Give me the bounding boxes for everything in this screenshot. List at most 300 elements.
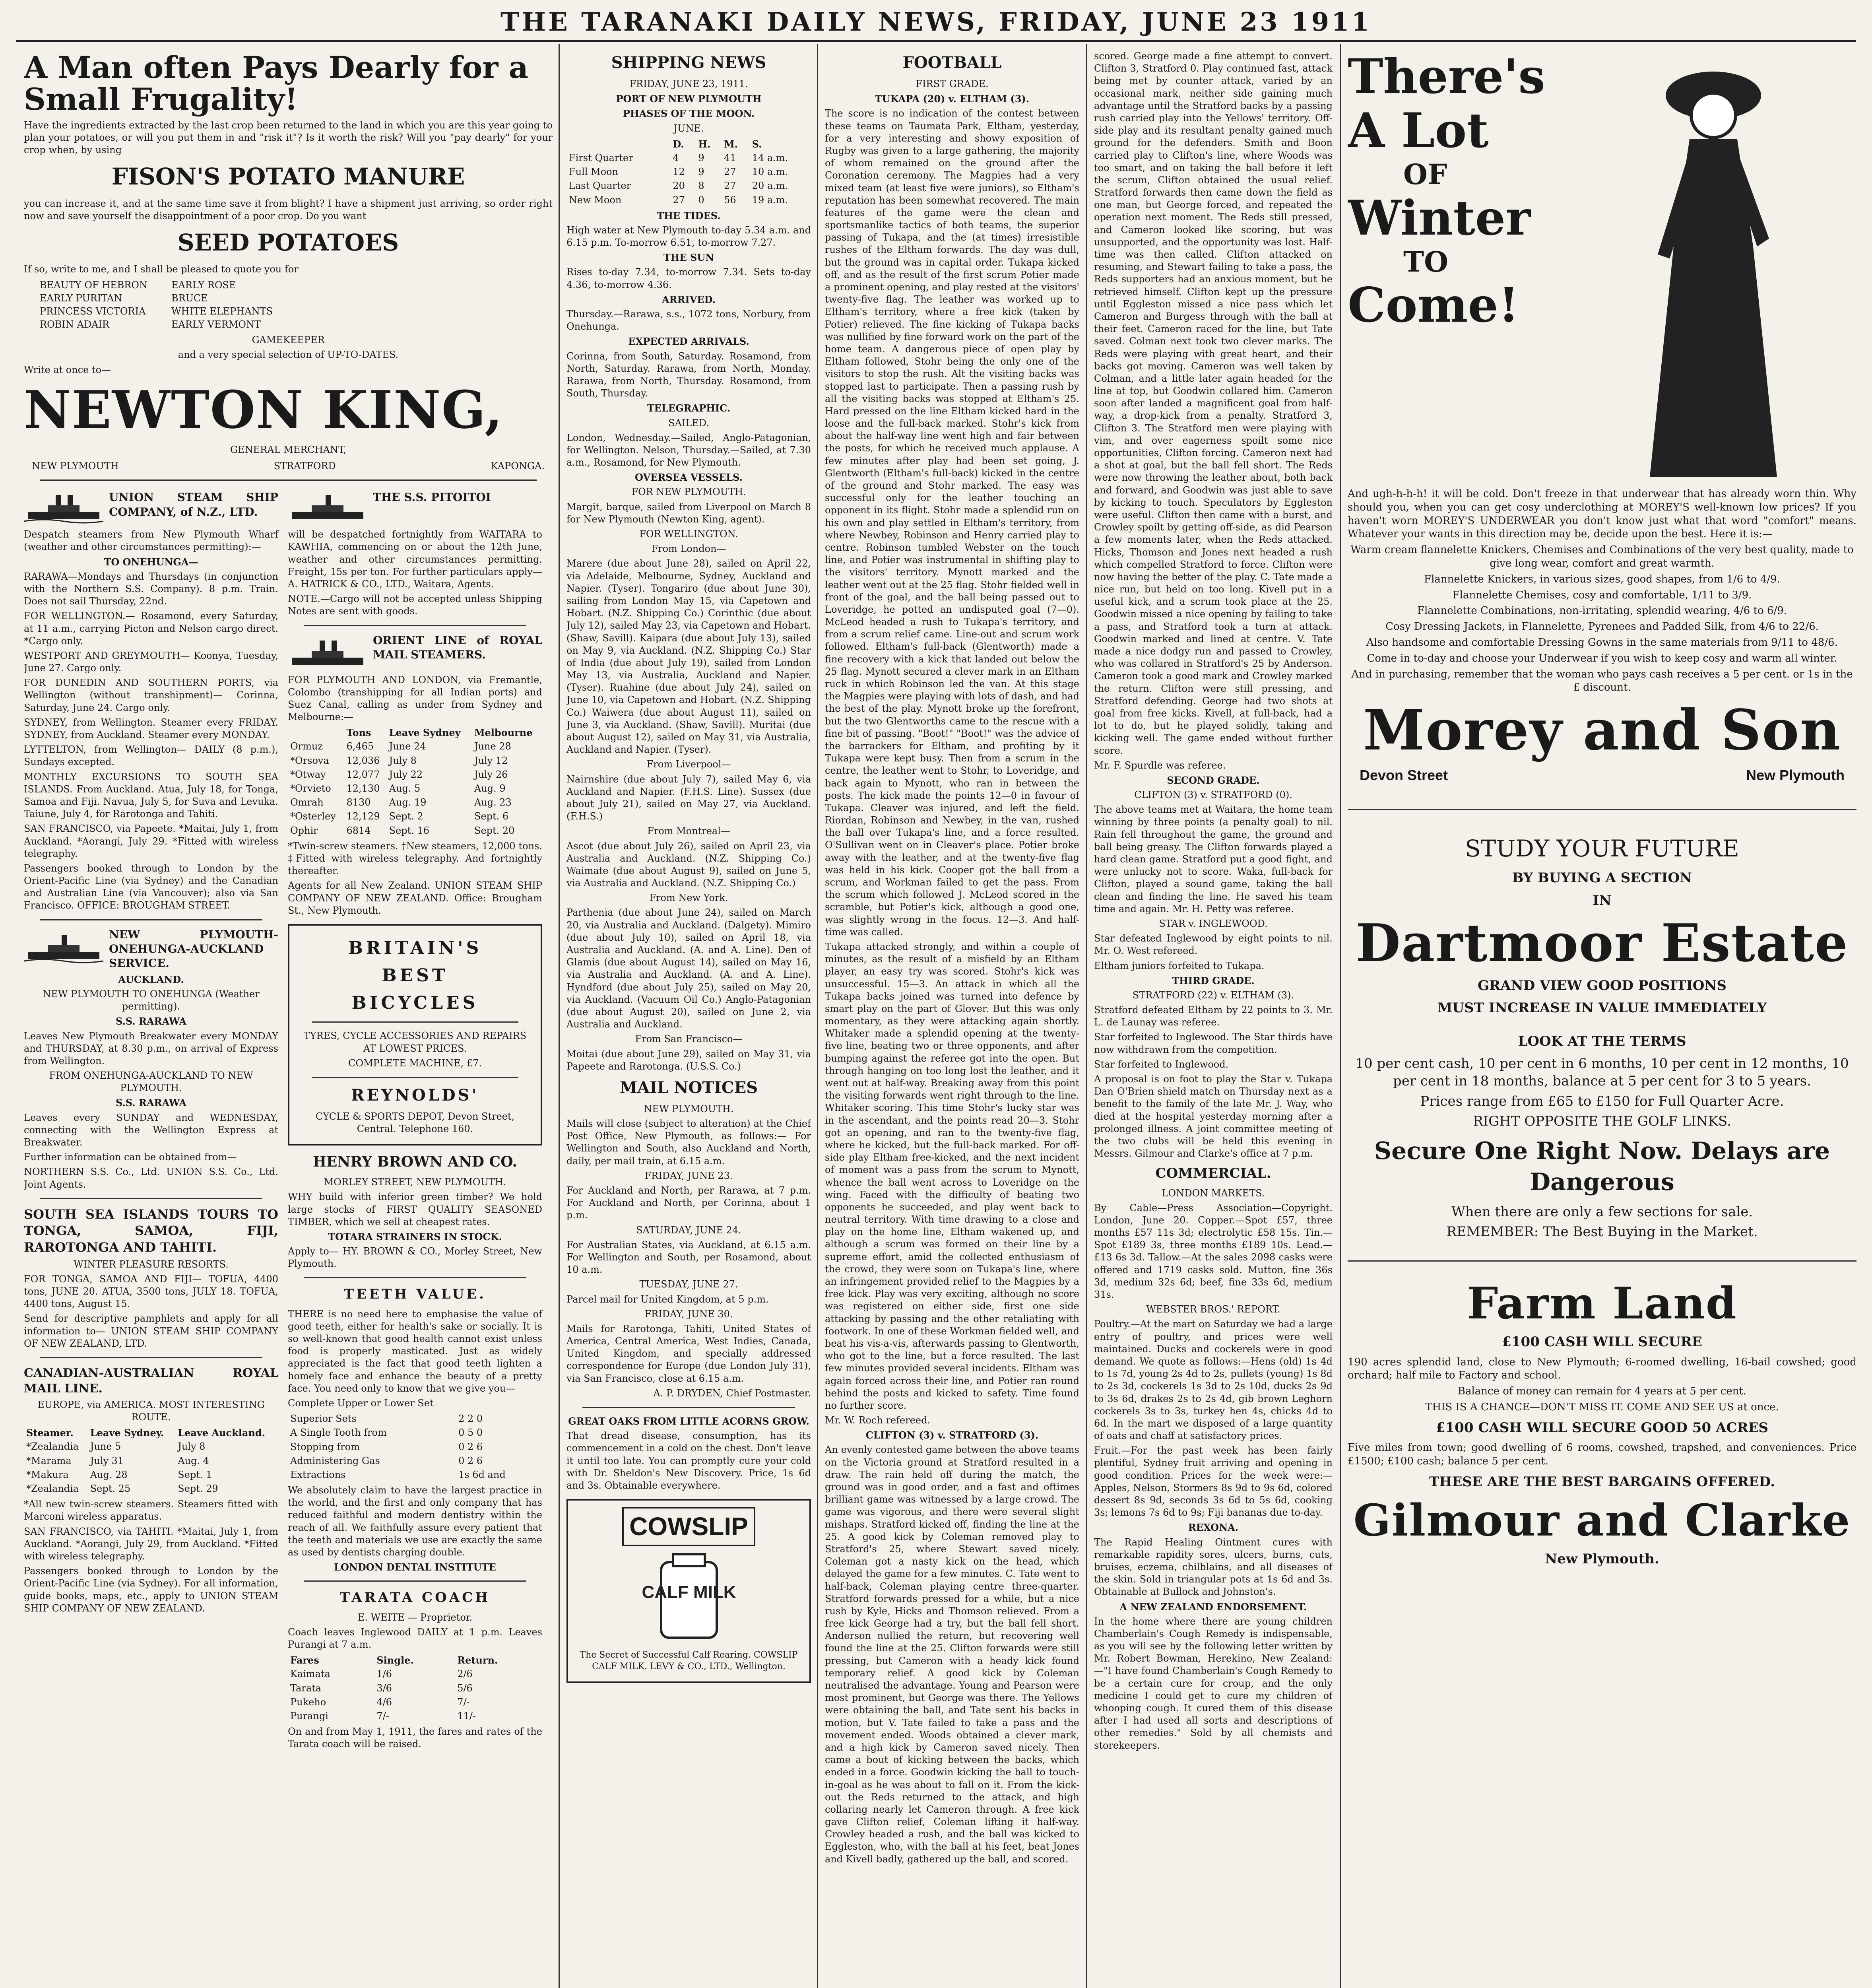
rarawa-text: Leaves New Plymouth Breakwater every MONDAY and THURSDAY, at 8.30 p.m., on arrival of Express from Wellington. [24, 1030, 278, 1066]
orient-note: *Twin-screw steamers. †New steamers, 12,000 tons. ‡Fitted with wireless telegraphy. And fortnightly thereafter. [288, 840, 542, 877]
table-row [288, 1681, 542, 1695]
oaks-text: That dread disease, consumption, has its commencement in a cold on the chest. Don't leave it until too late. You can promptly cure your cold with Dr. Sheldon's New Discovery. Price, 1s 6d and 3s. Obtainable everywhere. [566, 1430, 811, 1491]
orient-agents: Agents for all New Zealand. UNION STEAM SHIP COMPANY OF NEW ZEALAND. Office: Brougham St., New Plymouth. [288, 880, 542, 916]
table-cell: Ormuz [290, 741, 323, 752]
rexona-text: The Rapid Healing Ointment cures with remarkable rapidity sores, ulcers, burns, cuts, bruises, eczema, chilblains, and all diseases of the skin. Sold in triangular pots at 1s 6d and 3s. Obtainable at Bullock and Johnston's. [1094, 1536, 1333, 1598]
table-cell: Sept. 16 [389, 825, 430, 836]
table-cell: Aug. 4 [178, 1455, 209, 1466]
variety: ROBIN ADAIR [40, 319, 109, 330]
from-onehunga: FROM ONEHUNGA-AUCKLAND TO NEW PLYMOUTH. [49, 1070, 253, 1094]
cash-secure-2: £100 CASH WILL SECURE GOOD 50 ACRES [1436, 1419, 1769, 1436]
onehunga-service-title: NEW PLYMOUTH-ONEHUNGA-AUCKLAND SERVICE. [109, 928, 278, 970]
fison-heading: FISON'S POTATO MANURE [111, 163, 465, 190]
table-cell: *Zealandia [26, 1483, 79, 1495]
table-cell: Sept. 2 [389, 811, 423, 822]
table-cell: 6,465 [346, 741, 374, 752]
table-cell: *Zealandia [26, 1441, 79, 1452]
london-markets: LONDON MARKETS. [1162, 1187, 1265, 1199]
uss-excursions: MONTHLY EXCURSIONS TO SOUTH SEA ISLANDS. From Auckland. Atua, July 18, for Tonga, Samoa and Fiji. Navua, July 5, for Suva and Levuka. Taiune, July 4, for Rarotonga and Tahiti. [24, 771, 278, 820]
canadian-sailing-table [24, 1426, 278, 1496]
table-row [24, 1440, 278, 1454]
divider [304, 625, 526, 626]
table-row [566, 137, 811, 151]
uss-ad [24, 488, 278, 1753]
tides-text: High water at New Plymouth to-day 5.34 a.m. and 6.15 p.m. To-morrow 6.51, to-morrow 7.27. [566, 224, 811, 248]
timber-text: WHY build with inferior green timber? We hold large stocks of FIRST QUALITY SEASONED TIMBER, which we sell at cheapest rates. [288, 1191, 542, 1227]
table-cell: 12 [673, 166, 685, 178]
tyres-text: TYRES, CYCLE ACCESSORIES AND REPAIRS AT LOWEST PRICES. [303, 1030, 527, 1054]
column-divider [559, 44, 560, 1988]
coach-proprietor: E. WEITE — Proprietor. [357, 1611, 473, 1623]
pitoitoi-text: will be despatched fortnightly from WAITARA to KAWHIA, commencing on or about the 12th June, weather and other circumstances permitting. Freight, 15s per ton. For further particulars apply— A. HATRICK & CO., LTD., Waitara, Agents. [288, 529, 542, 590]
teeth-text: THERE is no need here to emphasise the value of good teeth, either for health's sake or socially. It is so well-known that good health cannot exist unless food is properly masticated. Just as widely appreciated is the fact that good teeth lighten a homely face and enhance the beauty of a pretty face. You need only to know that we give you— [288, 1308, 542, 1394]
mail-friday: FRIDAY, JUNE 23. [644, 1170, 733, 1181]
winter: Winter [1348, 190, 1531, 246]
best-label: BEST [382, 965, 448, 986]
table-header: H. [698, 138, 711, 150]
uss-lyttelton: LYTTELTON, from Wellington— DAILY (8 p.m.), Sundays excepted. [24, 744, 278, 768]
from-sanfran: From San Francisco— [635, 1033, 743, 1045]
second-grade: SECOND GRADE. [1167, 774, 1260, 786]
table-row [288, 754, 542, 768]
table-row [288, 810, 542, 823]
divider [40, 1357, 262, 1358]
pitoitoi-title: THE S.S. PITOITOI [373, 491, 491, 504]
table-row [288, 1426, 542, 1440]
oaks-title: GREAT OAKS FROM LITTLE ACORNS GROW. [568, 1415, 809, 1427]
seed-heading: SEED POTATOES [177, 229, 399, 256]
table-cell: *Orvieto [290, 783, 331, 794]
table-cell: Sept. 20 [474, 825, 515, 836]
divider [40, 480, 537, 481]
morey-item: Cosy Dressing Jackets, in Flannelette, Pyrenees and Padded Silk, from 4/6 to 22/6. [1385, 621, 1819, 633]
fison-text: you can increase it, and at the same time save it from blight? I have a shipment just arriving, so order right now and save yourself the disappointment of a poor crop. Do you want [24, 198, 553, 221]
teeth-text-2: We absolutely claim to have the largest practice in the world, and the first and only company that has reduced faithful and modern dentistry within the reach of all. We faithfully assure every patient that the teeth and materials we use are exactly the same as used by dentists charging double. [288, 1485, 542, 1558]
varieties-list [40, 278, 553, 332]
farm-text-2: Five miles from town; good dwelling of 6 rooms, cowshed, trapshed, and conveniences. Price £1500; £100 cash; balance 5 per cent. [1348, 1441, 1856, 1467]
telegraphic-title: TELEGRAPHIC. [647, 402, 731, 414]
endorsement-title: A NEW ZEALAND ENDORSEMENT. [1119, 1601, 1307, 1613]
table-cell: 27 [673, 194, 685, 206]
dartmoor-estate: Dartmoor Estate [1356, 912, 1849, 973]
orient-text: FOR PLYMOUTH AND LONDON, via Fremantle, Colombo (transhipping for all Indian ports) and Suez Canal, calling as under from Sydney and Melbourne:— [288, 674, 542, 723]
table-cell: 10 a.m. [752, 166, 788, 178]
sailed-title: SAILED. [668, 417, 709, 429]
table-cell: 11/- [457, 1710, 476, 1722]
table-cell: Aug. 23 [474, 797, 512, 808]
table-cell: 12,130 [346, 783, 380, 794]
table-cell: 12,077 [346, 769, 380, 780]
sun-text: Rises to-day 7.34, to-morrow 7.34. Sets to-day 4.36, to-morrow 4.36. [566, 266, 811, 290]
football-title: FOOTBALL [902, 53, 1002, 72]
table-cell: June 28 [474, 741, 511, 752]
sanfran-text: Moitai (due about June 29), sailed on May 31, via Papeete and Rarotonga. (U.S.S. Co.) [566, 1048, 811, 1072]
column-divider [817, 44, 818, 1988]
table-row [288, 1468, 542, 1482]
match-report-2: Tukapa attacked strongly, and within a couple of minutes, as the result of a misfield by an Eltham player, an easy try was scored. Stohr's kick was unsuccessful. 15—3. An attack in which all the Tukapa backs joined was turned into defence by smart play on the part of Glover. But this was only momentary, as they were attacking again shortly. Whitaker made a splendid opening at the twenty-five line, beating two or three opponents, and after bumping against the referee got into the open. But through hanging on too long lost the leather, and it went out at half-way. Breaking away from this point the visiting forwards went right through to the line. Whitaker scoring. This time Stohr's lucky star was in the ascendant, and the points read 20—3. Stohr got an opening, and ran to the twenty-five flag, where he kicked, but the full-back marked. For off-side play Eltham free-kicked, and the next incident of moment was a pass from the scrum to Mynott, whence the ball went across to Loveridge on the wing. Faced with the difficulty of beating two opponents he succeeded, and play went back to neutral territory. With time drawing to a close and play on the home line, Eltham wakened up, and although a scrum was formed on their line by a supreme effort, amid the collected enthusiasm of the crowd, they were soon on Tukapa's line, where an infringement provided relief to the Magpies by a free kick. Play was very exciting, although no score was registered on either side, first one side attacking by passing and the other retaliating with footwork. In one of these Workman fielded well, and beat his vis-a-vis, afterwards passing to Glentworth, who got to the line, but a force resulted. The last few minutes provided several incidents. Eltham was again forced across their line, and Potier ran round behind the posts and kicked to safety. Time found no further score. [825, 941, 1079, 1411]
winter-headline [1348, 48, 1594, 334]
terms-text: 10 per cent cash, 10 per cent in 6 months, 10 per cent in 12 months, 10 per cent in 18 months, balance at 5 per cent for 3 to 5 years. [1355, 1056, 1849, 1089]
mail-saturday-text: For Australian States, via Auckland, at 6.15 a.m. For Wellington and South, per Rosamond, about 10 a.m. [566, 1239, 811, 1276]
table-row [288, 1695, 542, 1709]
arrived-text: Thursday.—Rarawa, s.s., 1072 tons, Norbury, from Onehunga. [566, 309, 811, 332]
table-cell: Pukeho [290, 1696, 326, 1708]
headline-frugality: A Man often Pays Dearly for a Small Frugality! [24, 50, 528, 117]
morey-and-son: Morey and Son [1363, 698, 1841, 763]
table-cell: Sept. 29 [178, 1483, 218, 1495]
table-cell: 12,129 [346, 811, 380, 822]
table-cell: 0 [698, 194, 704, 206]
benefit-proposal: A proposal is on foot to play the Star v. Tukapa Dan O'Brien shield match on Thursday next as a benefit to the family of the late Mr. J. Way, who died at the hospital yesterday morning after a prolonged illness. A joint committee meeting of the two clubs will be held this evening in Messrs. Gilmour and Clarke's office at 7 p.m. [1094, 1074, 1333, 1159]
mail-tuesday-text: Parcel mail for United Kingdom, at 5 p.m. [566, 1293, 769, 1305]
shipping-ads-row [24, 488, 553, 1753]
vessels-text: Marere (due about June 28), sailed on April 22, via Adelaide, Melbourne, Sydney, Auckland and Napier. (Tyser). Tongariro (due about June 30), sailing from London May 15, via Capetown and Hobart. (N.Z. Shipping Co.) Corinthic (due about July 12), sailed May 23, via Capetown and Hobart. (Shaw, Savill). Kaipara (due about July 13), sailed on May 9, via Auckland. (N.Z. Shipping Co.) Star of India (due about July 19), sailed from London May 13, via Australia, Auckland and Napier. (Tyser). Ruahine (due about July 24), sailed on June 10, via Capetown and Hobart. (N.Z. Shipping Co.) Waiwera (due about August 11), sailed on June 3, via Auckland. (Shaw, Savill). Muritai (due about August 12), sailed on May 31, via Australia, Auckland and Napier. (Tyser). [566, 558, 811, 755]
table-cell: 20 a.m. [752, 180, 788, 192]
northern-agents: NORTHERN S.S. Co., Ltd. UNION S.S. Co., Ltd. Joint Agents. [24, 1166, 278, 1190]
orient-sailing-table [288, 726, 542, 838]
canadian-passengers: Passengers booked through to London by the Orient-Pacific Line (via Sydney). For all information, guide books, maps, etc., apply to UNION STEAM SHIP COMPANY OF NEW ZEALAND. [24, 1565, 278, 1614]
uss-company-title: UNION STEAM SHIP COMPANY, of N.Z., LTD. [109, 491, 278, 518]
match-report-1: The score is no indication of the contest between these teams on Taumata Park, Eltham, yesterday, for a very interesting and showy exposition of Rugby was given to a large gathering, the majority of whom remained on the ground after the Coronation ceremony. The Magpies had a very mixed team (at least five were juniors), so Eltham's reputation has been somewhat recovered. The main features of the game were the clean and sportsmanlike tactics of both teams, the superior passing of Tukapa, and the (at times) irresistible rushes of the Eltham forwards. The day was dull, but the ground was in capital order. Tukapa kicked off, and as the result of the first scrum Potier made a prominent opening, and play rested at the visitors' twenty-five flag. The leather was worked up to Eltham's territory, where a free kick (taken by Potier) relieved. The fine kicking of Tukapa backs was nullified by fine forward work on the part of the home team. A dangerous piece of open play by Eltham followed, Stohr being the only one of the visitors to stop the rush. Alt the visiting backs was stopped last to participate. Then a passing rush by all the visiting backs was stopped at Eltham's 25. Hard pressed on the line Eltham kicked hard in the loose and the full-back marked. Stohr's kick from about the half-way line went high and fair between the posts, for which he received much applause. A few minutes after play had been set going, J. Glentworth (Eltham's full-back) kicked in the centre of the ground and Stohr marked. The easy was successful only for the leather touching an opponent in its flight. Stohr made a splendid run on his own and play settled in Eltham's territory, from where Newbey, Robinson and Henry carried play to centre. Robinson tumbled Webster on the touch line, and Potier was instrumental in shifting play to the visitors' territory. Mynott marked and the leather went out at the 25 flag. Stohr fielded well in front of the goal, and the ball being passed out to Loveridge, he potted an undisputed goal (7—0). McLeod headed a rush to Tukapa's territory, and from a scrum relief came. Line-out and scrum work followed. Eltham's full-back (Glentworth) made a fine recovery with a kick that landed out below the 25 flag. Mynott secured a clever mark in an Eltham ruck in which Robinson led the van. At this stage the Magpies were playing with lots of dash, and had the best of the play. Mynott broke up the forefront, but the two Glentworths came to the rescue with a fine bit of passing. "Boot!" "Boot!" was the advice of the barrackers for Eltham, and profiting by it Tukapa were kept busy. Then from a scrum in the centre, the leather went to Stohr, to Loveridge, and back again to Mynott, who ran in between the posts. The kick made the points 12—0 in favour of Tukapa. Cleaver was injured, and left the field. Riordan, Robinson and Newbey, in the van, rushed the ball over Tukapa's line, and a force resulted. O'Sullivan went on in Cleaver's place. Potier broke away with the leather, and at the twenty-five flag was held in his kick. Cooper got the ball from a scrum, and Workman failed to get the pass. From the scrum which followed J. McLeod scored in the scramble, but Potier's kick, although a good one, was slightly wrong in the focus. 12—3. And half-time was called. [825, 108, 1079, 938]
table-header: Leave Sydney. [90, 1427, 164, 1439]
mail-saturday: SATURDAY, JUNE 24. [636, 1224, 741, 1236]
match-third: STRATFORD (22) v. ELTHAM (3). [1132, 989, 1294, 1001]
fruit-text: Fruit.—For the past week has been fairly plentiful, Sydney fruit arriving and opening in good condition. Prices for the week were:— Apples, Nelson, Stormers 8s 9d to 9s 6d, colored dessert 8s 9d, seconds 3s 6d to 5s 6d, cooking 3s; lemons 7s 6d to 9s; Fiji bananas due to-day. [1094, 1445, 1333, 1518]
from-montreal: From Montreal— [647, 825, 730, 837]
best-buying: REMEMBER: The Best Buying in the Market. [1446, 1224, 1758, 1240]
divider [40, 919, 262, 920]
place: NEW PLYMOUTH [32, 460, 119, 472]
masthead: THE TARANAKI DAILY NEWS, FRIDAY, JUNE 23 1911 [500, 7, 1372, 37]
morey-address [1360, 766, 1845, 785]
np-onehunga: NEW PLYMOUTH TO ONEHUNGA (Weather permitting). [43, 988, 260, 1012]
col2-ads [288, 488, 542, 1753]
variety: EARLY VERMONT [171, 319, 261, 330]
gilmour-clarke: Gilmour and Clarke [1353, 1494, 1851, 1546]
write-at-once: Write at once to— [24, 364, 111, 375]
table-row [288, 740, 542, 753]
price-range: Prices range from £65 to £150 for Full Quarter Acre. [1420, 1093, 1784, 1109]
reynolds-title: REYNOLDS' [351, 1086, 479, 1105]
morey-item: And in purchasing, remember that the woman who pays cash receives a 5 per cent. or 1s in the £ discount. [1351, 668, 1853, 694]
steamer-icon [288, 490, 367, 526]
special-selection: and a very special selection of UP-TO-DATES. [178, 349, 399, 361]
variety: EARLY PURITAN [40, 292, 122, 304]
divider [582, 1407, 795, 1408]
uss-sydney: SYDNEY, from Wellington. Steamer every FRIDAY. SYDNEY, from Auckland. Steamer every MONDAY. [24, 716, 278, 740]
markets-text: By Cable—Press Association—Copyright. London, June 20. Copper.—Spot £57, three months £57 11s 3d; electrolytic £58 15s. Tin.—Spot £189 3s, three months £189 10s. Lead.—£13 6s 3d. Tallow.—At the sales 2098 casks were offered and 1719 casks sold. Mutton, fine 36s 3d, medium 32s 6d; beef, fine 33s 6d, medium 31s. [1094, 1202, 1333, 1300]
variety: EARLY ROSE [171, 279, 236, 291]
table-cell: Aug. 9 [474, 783, 506, 794]
rarawa-title: S.S. RARAWA [116, 1015, 186, 1027]
table-cell: Kaimata [290, 1668, 330, 1680]
table-header: Return. [457, 1654, 498, 1666]
mail-notices-title: MAIL NOTICES [619, 1078, 758, 1097]
table-row [566, 193, 811, 207]
table-cell: Omrah [290, 797, 324, 808]
divider [40, 1198, 262, 1199]
table-row [288, 1412, 542, 1426]
table-cell: 6814 [346, 825, 371, 836]
variety: BRUCE [171, 292, 208, 304]
column-football [825, 48, 1079, 1988]
morey-item: Also handsome and comfortable Dressing Gowns in the same materials from 9/11 to 48/6. [1366, 636, 1838, 648]
coach-fares-table [288, 1653, 542, 1723]
third-grade: THIRD GRADE. [1172, 975, 1255, 986]
uss-passengers: Passengers booked through to London by the Orient-Pacific Line (via Sydney) and the Canadian and Australian Line (via Vancouver); also via San Francisco. OFFICE: BROUGHAM STREET. [24, 862, 278, 911]
newyork-text: Parthenia (due about June 24), sailed on March 20, via Australia and Auckland. (Dalgety). Mimiro (due about July 10), sailed on April 18, via Australia and Auckland. (A. and A. Line). Den of Glamis (due about August 14), sailed on May 16, via Australia and Auckland. (A. and A. Line). Hyndford (due about July 25), sailed on May 20, via Auckland. (Vacuum Oil Co.) Anglo-Patagonian (due about August 20), sailed on June 2, via Australia and Auckland. [566, 907, 811, 1030]
apply-henry: Apply to— HY. BROWN & CO., Morley Street, New Plymouth. [288, 1246, 542, 1270]
newton-places [32, 460, 545, 472]
match-tukapa-eltham: TUKAPA (20) v. ELTHAM (3). [875, 93, 1030, 105]
match-third-report: Stratford defeated Eltham by 22 points to 3. Mr. L. de Launay was referee. [1094, 1004, 1333, 1028]
expected-title: EXPECTED ARRIVALS. [628, 336, 749, 348]
match-report-3: An evenly contested game between the above teams on the Victoria ground at Stratford resulted in a draw. The rain held off during the match, the ground was in good order, and a fast and oftimes brilliant game was witnessed by a large crowd. The game was vigorous, and there were several slight mishaps. Stratford kicked off, finding the line at the 25. A good kick by Coleman removed play to Stratford's 25, where Stewart saved nicely. Coleman got a nasty kick on the head, which delayed the game for a few minutes. C. Tate went to half-back, Coleman playing centre three-quarter. Stratford forwards pressed for a while, but a nice rush by Kyle, Hicks and Thomson relieved. From a free kick George had a try, but the ball fell short. Anderson nullied the return, but recovering well found the line at the 25. Clifton forwards were still pressing, but Cameron with a heady kick found temporary relief. A good kick by Coleman neutralised the advantage. Young and Pearson were most prominent, but George was there. The Yellows were obtaining the ball, and Tate sent his backs in motion, but V. Tate failed to take a pass and the movement ended. Woods obtained a clever mark, and a high kick by Cameron saved nicely. Then came a bout of kicking between the backs, which ended in a force. Goodwin kicking the ball to touch-in-goal as he was about to fall on it. From the kick-out the Reds returned to the attack, and high collaring nearly let Cameron through. A free kick gave Clifton relief, Coleman lifting it half-way. Crowley headed a rush, and the ball was kicked to Eggleston, who, with the ball at his feet, beat Jones and Kivell badly, gathered up the ball, and scored. [825, 1444, 1079, 1865]
table-row [288, 1667, 542, 1681]
cash-secure-1: £100 CASH WILL SECURE [1502, 1334, 1702, 1350]
table-row [566, 165, 811, 179]
table-cell: 0 2 6 [458, 1441, 483, 1452]
eltham-juniors: Eltham juniors forfeited to Tukapa. [1094, 960, 1265, 971]
table-row [566, 179, 811, 193]
table-row [24, 1468, 278, 1482]
table-cell: New Moon [569, 194, 622, 206]
for-wellington-title: FOR WELLINGTON. [639, 528, 738, 540]
column-advertisements-right [1348, 48, 1856, 1988]
first-grade: FIRST GRADE. [916, 78, 989, 89]
table-cell: July 8 [389, 755, 417, 766]
uss-text: Despatch steamers from New Plymouth Wharf (weather and other circumstances permitting):— [24, 529, 278, 553]
table-header: S. [752, 138, 762, 150]
cargo-note: NOTE.—Cargo will not be accepted unless Shipping Notes are sent with goods. [288, 593, 542, 617]
liverpool-text: Nairnshire (due about July 7), sailed May 6, via Auckland and Napier. (F.H.S. Line). Sussex (due about July 21), sailed on May 27, via Auckland. (F.H.S.) [566, 773, 811, 822]
from-liverpool: From Liverpool— [646, 759, 731, 770]
price-heading: Complete Upper or Lower Set [288, 1397, 434, 1409]
oversea-title: OVERSEA VESSELS. [635, 472, 743, 483]
henry-brown-title: HENRY BROWN AND CO. [312, 1153, 517, 1171]
uss-rarawa: RARAWA—Mondays and Thursdays (in conjunction with the Northern S.S. Company). 8 p.m. Train. Does not sail Thursday, 22nd. [24, 571, 278, 607]
variety: PRINCESS VICTORIA [40, 305, 146, 317]
masthead-rule [16, 40, 1856, 42]
morey-ad-header [1348, 48, 1856, 485]
table-header: Tons [346, 727, 371, 739]
table-cell: July 8 [178, 1441, 206, 1452]
from-newyork: From New York. [649, 892, 728, 904]
coach-text: Coach leaves Inglewood DAILY at 1 p.m. Leaves Purangi at 7 a.m. [288, 1626, 542, 1650]
column-advertisements-left [24, 48, 553, 1988]
morley-street: MORLEY STREET, NEW PLYMOUTH. [324, 1176, 506, 1188]
match-second-report: The above teams met at Waitara, the home team winning by three points (a penalty goal) to nil. Rain fell throughout the game, the ground and ball being greasy. The Clifton forwards played a hard clean game. Stratford put a good fight, and were unlucky not to score. Waka, full-back for Clifton, played a sound game, taking the ball clean and finding the line. He saved his team time and again. Mr. H. Petty was referee. [1094, 804, 1333, 914]
table-header: Leave Auckland. [178, 1427, 266, 1439]
webster-report: WEBSTER BROS.' REPORT. [1146, 1304, 1280, 1315]
terms-title: LOOK AT THE TERMS [1518, 1033, 1686, 1050]
britain-label: BRITAIN'S [348, 938, 482, 958]
table-header: Melbourne [474, 727, 533, 739]
table-cell: *Marama [26, 1455, 72, 1466]
variety-gamekeeper: GAMEKEEPER [252, 334, 325, 346]
cowslip-ad [566, 1499, 811, 1683]
port-title: PORT OF NEW PLYMOUTH [616, 93, 762, 105]
table-cell: 0 5 0 [458, 1427, 483, 1439]
table-cell: 1s 6d and [458, 1469, 506, 1480]
table-cell: Aug. 19 [389, 797, 427, 808]
table-cell: *Makura [26, 1469, 69, 1480]
shipping-date: FRIDAY, JUNE 23, 1911. [629, 78, 748, 89]
column-divider [1086, 44, 1087, 1988]
table-cell: Aug. 5 [389, 783, 421, 794]
webster-text: Poultry.—At the mart on Saturday we had a large entry of poultry, and prices were well maintained. Ducks and cockerels were in good demand. We quote as follows:—Hens (old) 1s 4d to 1s 7d, young 2s 4d to 2s, pullets (young) 1s 8d to 2s 3d, cockerels 1s 3d to 2s 10d, ducks 2s 9d to 3s 6d, drakes 2s to 2s 4d, gib brown Leghorn cockerels 3s to 3s, turkey hen 4s, chicks 4d to 6d. In the mart we disposed of a large quantity of oats and chaff at satisfactory prices. [1094, 1318, 1333, 1442]
table-cell: July 26 [474, 769, 508, 780]
table-cell: Tarata [290, 1682, 322, 1694]
star-text: Star defeated Inglewood by eight points to nil. Mr. O. West refereed. [1094, 933, 1333, 957]
bicycles-label: BICYCLES [351, 993, 479, 1013]
margit-text: Margit, barque, sailed from Liverpool on March 8 for New Plymouth (Newton King, agent). [566, 501, 811, 525]
table-cell: June 5 [90, 1441, 121, 1452]
further-info: Further information can be obtained from— [24, 1151, 237, 1163]
table-cell: 27 [724, 180, 736, 192]
star-inglewood: STAR v. INGLEWOOD. [1159, 918, 1268, 929]
grand-view: GRAND VIEW GOOD POSITIONS [1478, 977, 1727, 994]
of: OF [1403, 158, 1447, 191]
place: KAPONGA. [491, 460, 545, 472]
steamer-icon [288, 636, 367, 672]
canadian-sanfran: SAN FRANCISCO, via TAHITI. *Maitai, July 1, from Auckland. *Aorangi, July 29, from Auckland. *Fitted with wireless telegraphy. [24, 1526, 278, 1562]
table-row [288, 726, 542, 740]
table-cell: 14 a.m. [752, 152, 788, 163]
table-cell: July 12 [474, 755, 508, 766]
divider [1348, 809, 1856, 810]
balance-text: Balance of money can remain for 4 years at 5 per cent. [1457, 1385, 1747, 1398]
table-cell: Sept. 6 [474, 811, 509, 822]
complete-machine: COMPLETE MACHINE, £7. [348, 1057, 482, 1069]
column-shipping [566, 48, 811, 1988]
table-row [288, 1440, 542, 1454]
divider [304, 1277, 526, 1278]
referee-1: Mr. W. Roch refereed. [825, 1415, 931, 1426]
a-lot: A Lot [1348, 103, 1489, 159]
uss-wellington: FOR WELLINGTON.— Rosamond, every Saturday, at 11 a.m., carrying Picton and Nelson cargo direct. *Cargo only. [24, 610, 278, 646]
table-cell: 41 [724, 152, 736, 163]
table-header: Steamer. [26, 1427, 74, 1439]
table-header: Single. [376, 1654, 414, 1666]
shipping-news-title: SHIPPING NEWS [611, 53, 766, 72]
table-cell: 2 2 0 [458, 1413, 483, 1425]
table-cell: A Single Tooth from [290, 1427, 387, 1439]
tides-title: THE TIDES. [657, 210, 721, 221]
table-row [566, 151, 811, 165]
table-header [288, 726, 344, 740]
table-cell: 4/6 [376, 1696, 392, 1708]
theres: There's [1348, 49, 1545, 105]
milk-can-icon [637, 1550, 741, 1646]
column-commercial [1094, 48, 1333, 1988]
dental-price-table [288, 1412, 542, 1482]
table-cell: 19 a.m. [752, 194, 788, 206]
match-second: CLIFTON (3) v. STRATFORD (0). [1134, 789, 1292, 801]
table-cell: 27 [724, 166, 736, 178]
endorsement-text: In the home where there are young children Chamberlain's Cough Remedy is indispensable, as you will see by the following letter written by Mr. Robert Bowman, Herekino, New Zealand:—"I have found Chamberlain's Cough Remedy to be a certain cure for croup, and the only medicine I could get to cure my children of whooping cough. It cured them of this disease after I had used all sorts and descriptions of other remedies." Sold by all chemists and storekeepers. [1094, 1615, 1333, 1751]
table-cell: 3/6 [376, 1682, 392, 1694]
column-divider [1340, 44, 1341, 1988]
star-forfeit-2: Star forfeited to Inglewood. [1094, 1058, 1229, 1070]
south-sea-title: SOUTH SEA ISLANDS TOURS TO TONGA, SAMOA, FIJI, RAROTONGA AND TAHITI. [24, 1206, 278, 1255]
seed-intro: If so, write to me, and I shall be pleased to quote you for [24, 264, 299, 275]
winter-resorts: WINTER PLEASURE RESORTS. [74, 1258, 229, 1270]
for-np-title: FOR NEW PLYMOUTH. [631, 486, 746, 498]
uss-westport: WESTPORT AND GREYMOUTH— Koonya, Tuesday, June 27. Cargo only. [24, 650, 278, 674]
table-row [288, 824, 542, 838]
morey-item: Come in to-day and choose your Underwear if you wish to keep cosy and warm all winter. [1367, 652, 1837, 664]
table-cell: 5/6 [457, 1682, 473, 1694]
table-cell: Superior Sets [290, 1413, 357, 1425]
tarata-coach-title: TARATA COACH [339, 1590, 491, 1606]
morey-item: Flannelette Knickers, in various sizes, good shapes, from 1/6 to 4/9. [1424, 573, 1780, 585]
uss-sanfrancisco: SAN FRANCISCO, via Papeete. *Maitai, July 1, from Auckland. *Aorangi, July 29. *Fitted with wireless telegraphy. [24, 823, 278, 859]
general-merchant: GENERAL MERCHANT, [230, 444, 347, 455]
london-dental: LONDON DENTAL INSTITUTE [334, 1561, 496, 1573]
table-cell: 1/6 [376, 1668, 392, 1680]
morey-intro: And ugh-h-h-h! it will be cold. Don't freeze in that underwear that has already worn thin. Why should you, when you can get cosy underclothing at MOREY'S well-known low prices? If you haven't worn MOREY'S UNDERWEAR you don't know just what that word "comfort" means. Whatever your wants in this direction may be, decide upon the best. Here it is:— [1348, 488, 1856, 540]
new-plymouth: New Plymouth [1746, 767, 1845, 784]
table-row [288, 1709, 542, 1723]
table-row [288, 1653, 542, 1667]
table-cell: *Osterley [290, 811, 336, 822]
montreal-text: Ascot (due about July 26), sailed on April 23, via Australia and Auckland. (N.Z. Shipping Co.) Waimate (due about August 9), sailed on June 5, via Australia and Auckland. (N.Z. Shipping Co.) [566, 840, 811, 889]
mail-friday30-text: Mails for Rarotonga, Tahiti, United States of America, Central America, West Indies, Canada, United Kingdom, and specially addressed correspondence for Europe (due London July 31), via San Francisco, close at 6.15 a.m. [566, 1323, 811, 1384]
table-cell: Extractions [290, 1469, 346, 1480]
table-cell: Full Moon [569, 166, 619, 178]
table-cell: Last Quarter [569, 180, 631, 192]
cowslip-brand: COWSLIP [622, 1507, 755, 1546]
table-cell: Sept. 1 [178, 1469, 212, 1480]
table-cell: 0 2 6 [458, 1455, 483, 1466]
table-row [288, 782, 542, 796]
arrived-title: ARRIVED. [662, 293, 716, 305]
mail-text: Mails will close (subject to alteration) at the Chief Post Office, New Plymouth, as follows:— For Wellington and South, also Auckland and North, daily, per mail train, at 6.15 a.m. [566, 1118, 811, 1167]
june-label: JUNE. [673, 122, 704, 134]
tonga-sailings: FOR TONGA, SAMOA AND FIJI— TOFUA, 4400 tons, JUNE 20. ATUA, 3500 tons, JULY 18. TOFUA, 4400 tons, August 15. [24, 1273, 278, 1310]
lady-illustration-icon [1594, 48, 1817, 485]
totara-strainers: TOTARA STRAINERS IN STOCK. [328, 1231, 502, 1242]
table-cell: 8 [698, 180, 704, 192]
moon-table [566, 137, 811, 207]
table-cell: July 31 [90, 1455, 124, 1466]
table-row [288, 796, 542, 810]
mail-tuesday: TUESDAY, JUNE 27. [639, 1279, 738, 1290]
table-row [24, 1426, 278, 1440]
table-cell: Stopping from [290, 1441, 360, 1452]
manure-intro: Have the ingredients extracted by the last crop been returned to the land in which you are this year going to plan your potatoes, or will you put them in and "risk it"? Is it worth the risk? Will you "pay dearly" for your crop when, by using [24, 119, 553, 155]
table-cell: 4 [673, 152, 679, 163]
cowslip-text: The Secret of Successful Calf Rearing. COWSLIP CALF MILK. LEVY & CO., LTD., Wellington. [580, 1650, 798, 1672]
devon-street: Devon Street [1360, 767, 1448, 784]
expected-text: Corinna, from South, Saturday. Rosamond, from North, Saturday. Rarawa, from North, Monday. Rarawa, from North, Thursday. Rosamond, from South, Thursday. [566, 350, 811, 399]
table-cell: June 24 [389, 741, 426, 752]
referee-2: Mr. F. Spurdle was referee. [1094, 759, 1226, 771]
moon-phases-title: PHASES OF THE MOON. [623, 108, 755, 120]
canadian-line-title: CANADIAN-AUSTRALIAN ROYAL MAIL LINE. [24, 1366, 278, 1396]
table-cell: Sept. 25 [90, 1483, 131, 1495]
table-cell: 7/- [457, 1696, 470, 1708]
table-cell: 8130 [346, 797, 371, 808]
match-report-cont: scored. George made a fine attempt to convert. Clifton 3, Stratford 0. Play continued fast, attack being met by counter attack, varied by an occasional mark, neither side gaining much advantage until the Stratford backs by a passing rush carried play into the Yellows' territory. Off-side play and its resultant penalty gained much ground for the defenders. Smith and Boon carried play to Clifton's line, where Woods was too smart, and on taking the ball before it left the scrum, Clifton obtained the usual relief. Stratford forwards then came down the field as one man, but George forced, and repeated the operation next moment. The Reds still pressed, and Cameron looked like scoring, but was unsupported, and the opportunity was lost. Half-time was then called. Clifton attacked on resuming, and Stewart failing to take a pass, the Reds supporters had an anxious moment, but he retrieved himself. Clifton kept up the pressure until Eggleston missed a nice pass which let Cameron and Burgess through with the ball at their feet. Cameron raced for the line, but Tate saved. Colman next took two clever marks. The Reds were playing with great heart, and their backs got moving. Cameron was well taken by Colman, and a little later again headed for the line at top, but Goodwin collared him. Cameron soon after landed a magnificent goal from half-way, a drop-kick from a penalty. Stratford 3, Clifton 3. The Stratford men were playing with vim, and over eagerness spoilt some nice opportunities, Clifton forcing. Cameron next had a shot at goal, but the ball fell short. The Reds were now throwing the leather about, both back and forward, and Goodwin was just able to save by kicking to touch. Speculators by Eggleston were useful. Clifton then came with a burst, and Crowley spoilt by getting off-side, as did Pearson a few moments later, when the Reds attacked. Hicks, Thomson and Jones next headed a rush which compelled Stratford to force. Clifton were now having the better of the play. C. Tate made a nice run, but held on too long. Kivell put in a useful kick, and a scrum took place at the 25. Goodwin missed a nice opening by failing to take a pass, and Stratford took a turn at attack. Goodwin marked and lined at centre. V. Tate made a nice dodgy run and passed to Crowley, who was collared in Stratford's 25 by Anderson. Cameron took a good mark and Crowley marked the return. Clifton were still pressing, and Stratford defending. George had two shots at goal from free kicks. Kivell, at full-back, had a lot to do, but he played solidly, taking and kicking well. The game ended without further score. [1094, 50, 1333, 756]
divider [312, 1077, 518, 1078]
postmaster: A. P. DRYDEN, Chief Postmaster. [653, 1387, 811, 1399]
gilmour-np: New Plymouth. [1545, 1551, 1659, 1567]
place: STRATFORD [274, 460, 336, 472]
mail-friday30: FRIDAY, JUNE 30. [644, 1308, 733, 1320]
table-cell: First Quarter [569, 152, 633, 163]
